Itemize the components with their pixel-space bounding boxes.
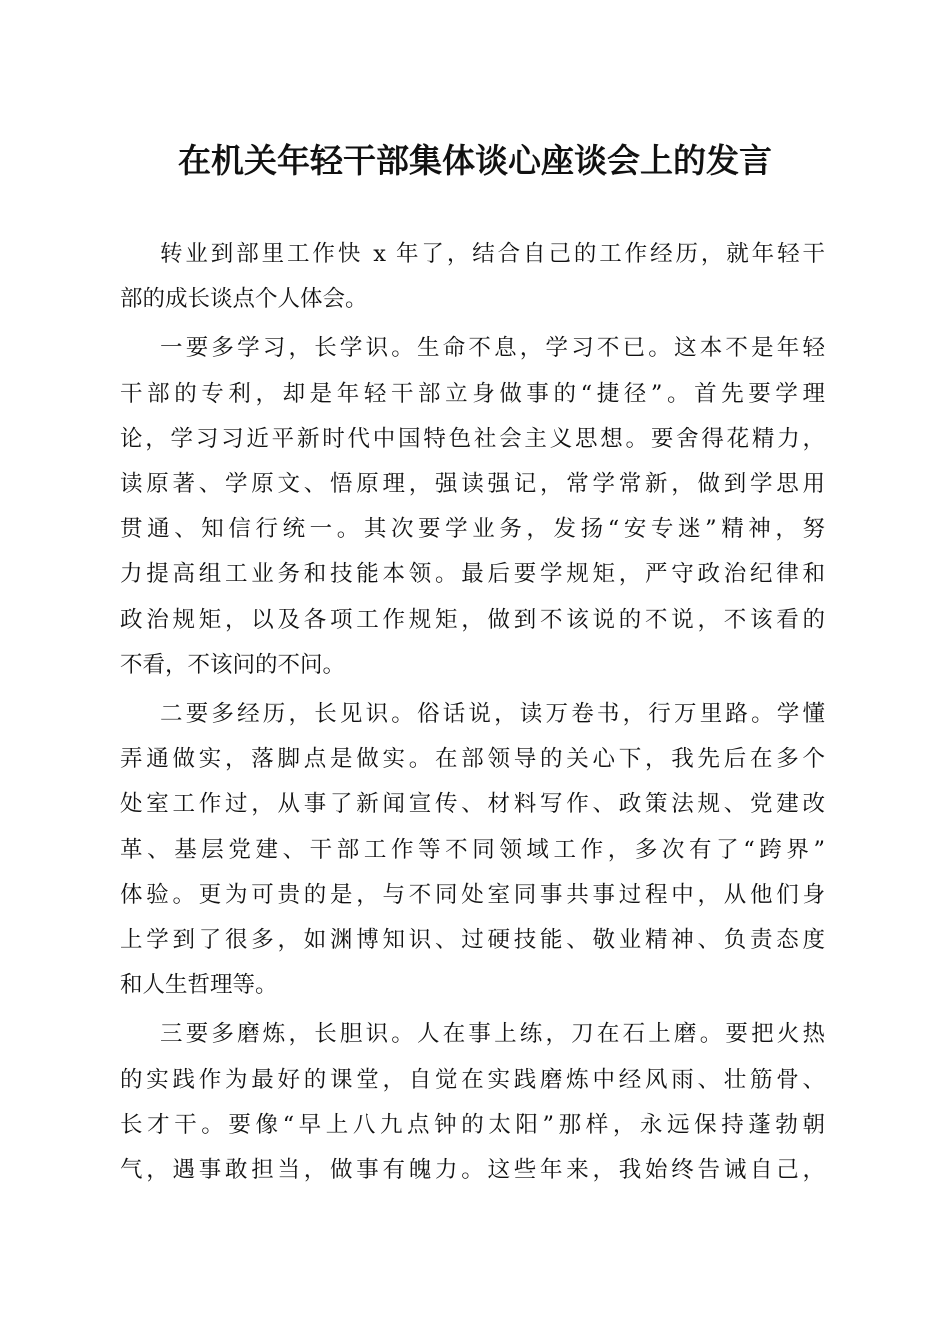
- text-line: 部的成长谈点个人体会。: [120, 286, 368, 313]
- text-line: 长才干。要像“早上八九点钟的太阳”那样，永远保持蓬勃朝: [120, 1111, 825, 1138]
- text-line: 二要多经历，长见识。俗话说，读万卷书，行万里路。学懂: [160, 701, 825, 728]
- document-title: 在机关年轻干部集体谈心座谈会上的发言: [178, 141, 772, 180]
- text-line: 弄通做实，落脚点是做实。在部领导的关心下，我先后在多个: [120, 746, 825, 773]
- text-line: 干部的专利，却是年轻干部立身做事的“捷径”。首先要学理: [120, 380, 825, 407]
- text-line: 力提高组工业务和技能本领。最后要学规矩，严守政治纪律和: [120, 561, 825, 588]
- paragraph-1: [120, 232, 825, 322]
- text-line: 政治规矩，以及各项工作规矩，做到不该说的不说，不该看的: [120, 606, 825, 633]
- text-line: 不看，不该问的不问。: [120, 651, 346, 678]
- text-line: 转业到部里工作快 x 年了，结合自己的工作经历，就年轻干: [160, 241, 825, 267]
- text-line: 处室工作过，从事了新闻宣传、材料写作、政策法规、党建改: [120, 791, 825, 818]
- text-line: 气，遇事敢担当，做事有魄力。这些年来，我始终告诫自己，: [120, 1157, 825, 1184]
- text-line: 三要多磨炼，长胆识。人在事上练，刀在石上磨。要把火热: [160, 1021, 825, 1048]
- text-line: 贯通、知信行统一。其次要学业务，发扬“安专迷”精神，努: [120, 516, 825, 543]
- text-line: 革、基层党建、干部工作等不同领域工作，多次有了“跨界”: [120, 836, 825, 863]
- text-line: 读原著、学原文、悟原理，强读强记，常学常新，做到学思用: [120, 471, 825, 498]
- text-line: 和人生哲理等。: [120, 972, 278, 999]
- text-line: 体验。更为可贵的是，与不同处室同事共事过程中，从他们身: [120, 881, 825, 908]
- paragraph-3: [120, 692, 825, 1008]
- text-line: 一要多学习，长学识。生命不息，学习不已。这本不是年轻: [160, 335, 825, 362]
- text-line: 上学到了很多，如渊博知识、过硬技能、敬业精神、负责态度: [120, 927, 825, 954]
- text-line: 的实践作为最好的课堂，自觉在实践磨炼中经风雨、壮筋骨、: [120, 1066, 825, 1093]
- text-line: 论，学习习近平新时代中国特色社会主义思想。要舍得花精力，: [120, 425, 825, 452]
- document-body: [120, 232, 825, 1193]
- paragraph-2: [120, 326, 825, 688]
- paragraph-4: [120, 1012, 825, 1193]
